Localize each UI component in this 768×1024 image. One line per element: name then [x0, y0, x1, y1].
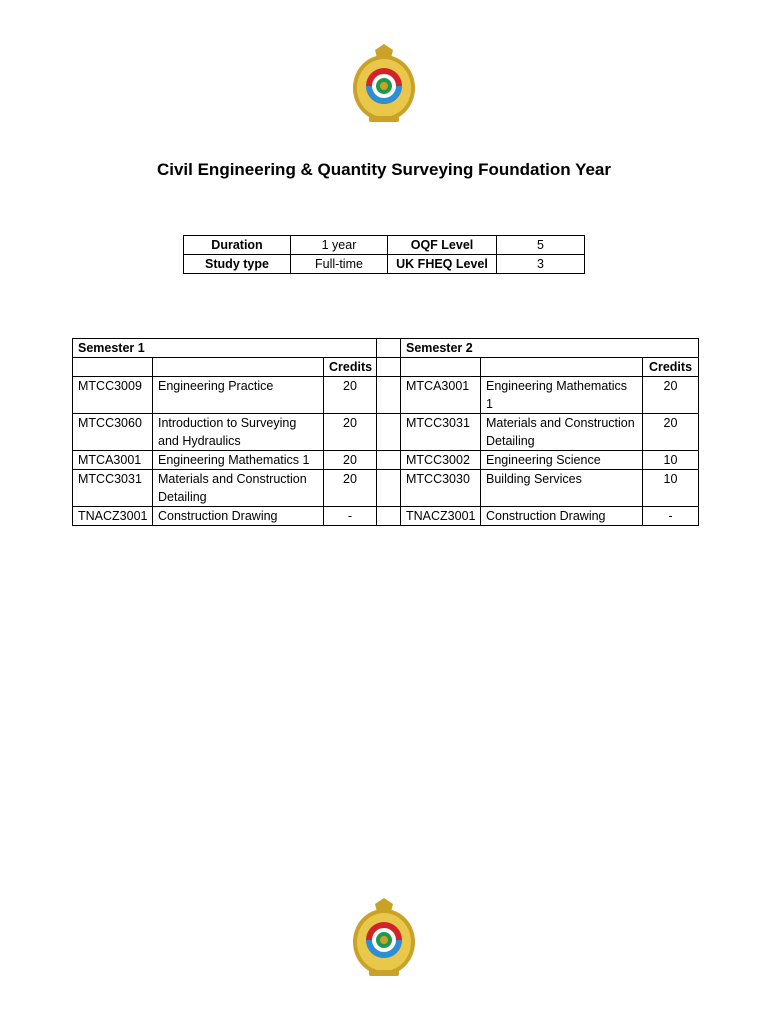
summary-value: Full-time — [291, 255, 388, 274]
credits-header-row — [73, 358, 699, 377]
module-name: Engineering Science — [481, 451, 643, 470]
module-code: MTCC3009 — [73, 377, 153, 414]
summary-row — [184, 255, 585, 274]
spacer-cell — [377, 377, 401, 414]
module-code: MTCC3060 — [73, 414, 153, 451]
spacer-cell — [377, 358, 401, 377]
module-credits: 20 — [324, 414, 377, 451]
table-row — [73, 507, 699, 526]
module-credits: 20 — [324, 377, 377, 414]
semester-header-row — [73, 339, 699, 358]
module-name: Engineering Practice — [153, 377, 324, 414]
spacer-cell — [377, 451, 401, 470]
summary-label: UK FHEQ Level — [388, 255, 497, 274]
module-credits: 20 — [324, 470, 377, 507]
university-emblem-icon — [351, 44, 417, 124]
summary-row — [184, 236, 585, 255]
empty-cell — [73, 358, 153, 377]
program-summary-table — [183, 235, 585, 274]
table-row — [73, 414, 699, 451]
modules-table — [72, 338, 699, 526]
module-credits: 20 — [643, 377, 699, 414]
spacer-cell — [377, 507, 401, 526]
module-name: Construction Drawing — [481, 507, 643, 526]
semester-2-header: Semester 2 — [401, 339, 699, 358]
summary-label: Duration — [184, 236, 291, 255]
module-credits: - — [324, 507, 377, 526]
module-name: Introduction to Surveying and Hydraulics — [153, 414, 324, 451]
semester-1-header: Semester 1 — [73, 339, 377, 358]
summary-value: 3 — [497, 255, 585, 274]
empty-cell — [401, 358, 481, 377]
module-credits: - — [643, 507, 699, 526]
university-emblem-icon — [351, 898, 417, 978]
empty-cell — [153, 358, 324, 377]
module-code: MTCA3001 — [401, 377, 481, 414]
table-row — [73, 451, 699, 470]
module-code: MTCC3030 — [401, 470, 481, 507]
module-credits: 20 — [324, 451, 377, 470]
spacer-cell — [377, 339, 401, 358]
summary-label: Study type — [184, 255, 291, 274]
module-code: MTCC3031 — [401, 414, 481, 451]
module-name: Engineering Mathematics 1 — [481, 377, 643, 414]
spacer-cell — [377, 470, 401, 507]
module-code: MTCC3002 — [401, 451, 481, 470]
module-name: Materials and Construction Detailing — [481, 414, 643, 451]
spacer-cell — [377, 414, 401, 451]
module-code: TNACZ3001 — [73, 507, 153, 526]
module-credits: 10 — [643, 470, 699, 507]
module-name: Building Services — [481, 470, 643, 507]
empty-cell — [481, 358, 643, 377]
module-code: MTCA3001 — [73, 451, 153, 470]
credits-header: Credits — [643, 358, 699, 377]
module-name: Engineering Mathematics 1 — [153, 451, 324, 470]
summary-value: 1 year — [291, 236, 388, 255]
module-code: TNACZ3001 — [401, 507, 481, 526]
credits-header: Credits — [324, 358, 377, 377]
module-name: Construction Drawing — [153, 507, 324, 526]
module-name: Materials and Construction Detailing — [153, 470, 324, 507]
module-credits: 10 — [643, 451, 699, 470]
module-credits: 20 — [643, 414, 699, 451]
summary-value: 5 — [497, 236, 585, 255]
page-title: Civil Engineering & Quantity Surveying Foundation Year — [156, 160, 612, 179]
table-row — [73, 470, 699, 507]
summary-label: OQF Level — [388, 236, 497, 255]
module-code: MTCC3031 — [73, 470, 153, 507]
table-row — [73, 377, 699, 414]
